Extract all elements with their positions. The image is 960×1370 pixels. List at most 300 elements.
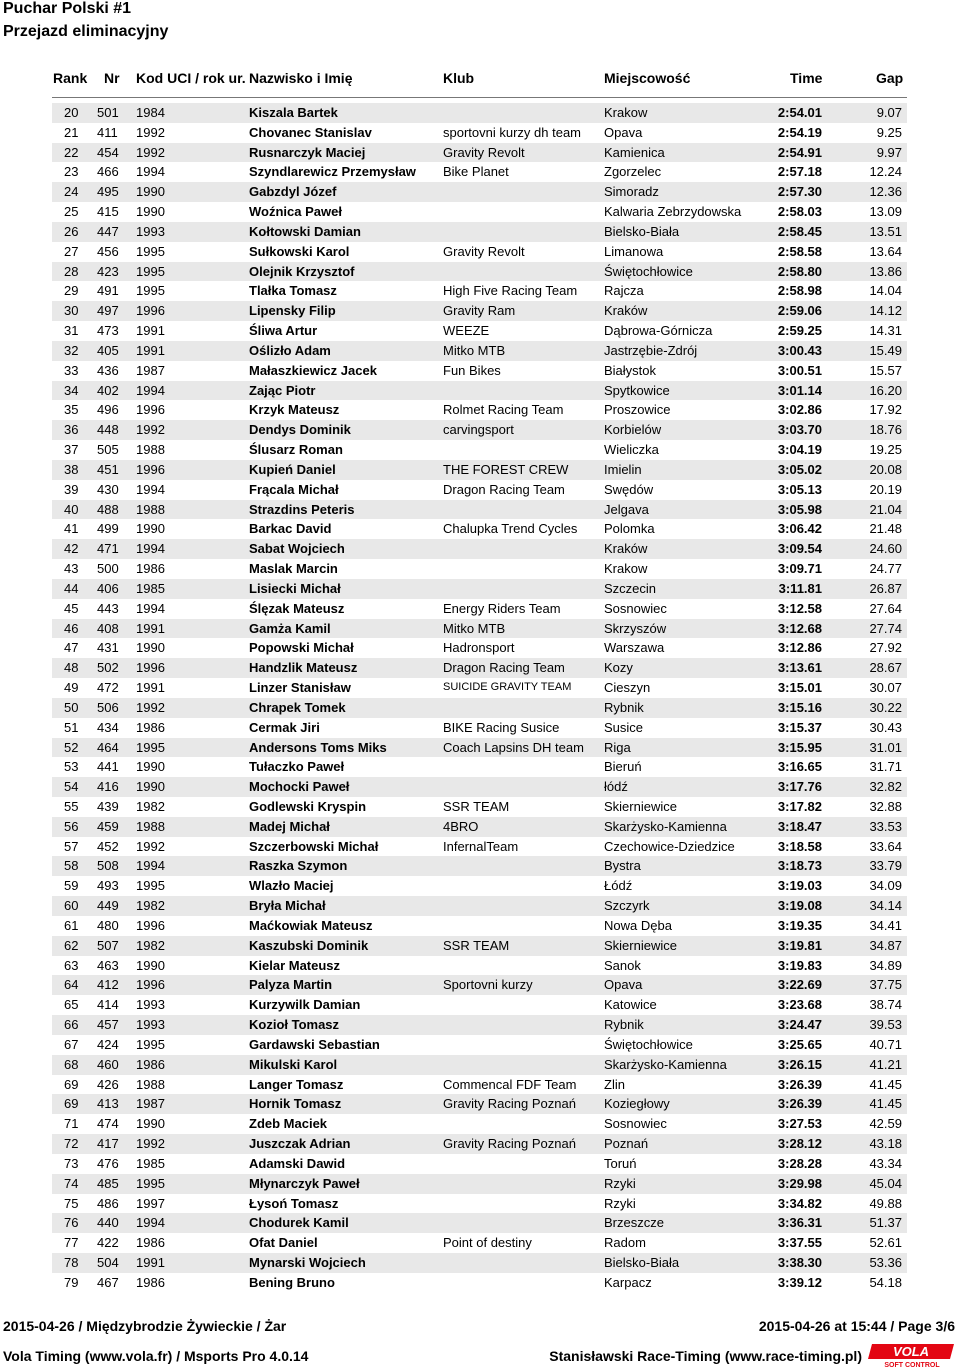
cell-year: 1997 (136, 1195, 165, 1211)
cell-gap: 17.92 (869, 402, 902, 418)
cell-name: Andersons Toms Miks (249, 739, 387, 755)
table-row (52, 301, 907, 321)
cell-club: Mitko MTB (443, 342, 506, 358)
table-row (52, 936, 907, 956)
cell-year: 1990 (136, 1116, 165, 1132)
cell-rank: 53 (64, 759, 79, 775)
cell-rank: 67 (64, 1036, 79, 1052)
cell-gap: 33.53 (869, 818, 902, 834)
cell-gap: 19.25 (869, 442, 902, 458)
cell-rank: 32 (64, 342, 79, 358)
table-row (52, 1154, 907, 1174)
table-row (52, 718, 907, 738)
cell-gap: 28.67 (869, 660, 902, 676)
cell-city: Skarżysko-Kamienna (604, 1056, 727, 1072)
cell-club: Gravity Revolt (443, 243, 525, 259)
cell-club: Gravity Revolt (443, 144, 525, 160)
cell-city: Bielsko-Biała (604, 1255, 680, 1271)
cell-gap: 30.43 (869, 719, 902, 735)
cell-time: 3:26.39 (777, 1076, 822, 1092)
cell-year: 1991 (136, 1255, 165, 1271)
cell-rank: 63 (64, 957, 79, 973)
cell-year: 1994 (136, 858, 165, 874)
cell-year: 1982 (136, 898, 165, 914)
cell-name: Zdeb Maciek (249, 1116, 328, 1132)
cell-club: sportovni kurzy dh team (443, 124, 582, 140)
cell-time: 3:00.51 (777, 362, 822, 378)
cell-city: Nowa Dęba (604, 917, 672, 933)
table-row (52, 619, 907, 639)
cell-city: Sosnowiec (604, 1116, 667, 1132)
cell-city: Szczecin (604, 580, 657, 596)
cell-club: Commencal FDF Team (443, 1076, 577, 1092)
cell-city: Kozy (604, 660, 633, 676)
cell-name: Młynarczyk Paweł (249, 1175, 360, 1191)
cell-city: Rzyki (604, 1195, 636, 1211)
cell-time: 3:25.65 (777, 1036, 822, 1052)
cell-city: Brzeszcze (604, 1215, 664, 1231)
cell-club: SUICIDE GRAVITY TEAM (443, 681, 572, 694)
cell-year: 1990 (136, 521, 165, 537)
cell-name: Olejnik Krzysztof (249, 263, 355, 279)
cell-name: Maćkowiak Mateusz (249, 917, 373, 933)
cell-city: Riga (604, 739, 631, 755)
table-row (52, 757, 907, 777)
cell-city: Opava (604, 124, 643, 140)
cell-gap: 54.18 (869, 1274, 902, 1290)
cell-year: 1996 (136, 917, 165, 933)
cell-club: Dragon Racing Team (443, 481, 565, 497)
cell-year: 1995 (136, 1036, 165, 1052)
cell-name: Popowski Michał (249, 640, 354, 656)
cell-city: Skierniewice (604, 937, 677, 953)
table-row (52, 817, 907, 837)
cell-nr: 426 (97, 1076, 119, 1092)
cell-gap: 34.09 (869, 878, 902, 894)
cell-nr: 440 (97, 1215, 119, 1231)
cell-name: Handzlik Mateusz (249, 660, 358, 676)
cell-nr: 431 (97, 640, 119, 656)
cell-gap: 31.01 (869, 739, 902, 755)
cell-rank: 77 (64, 1235, 79, 1251)
cell-time: 3:09.54 (777, 541, 822, 557)
table-row (52, 956, 907, 976)
cell-nr: 499 (97, 521, 119, 537)
cell-year: 1988 (136, 501, 165, 517)
cell-gap: 26.87 (869, 580, 902, 596)
cell-nr: 434 (97, 719, 119, 735)
cell-rank: 30 (64, 303, 79, 319)
cell-year: 1996 (136, 461, 165, 477)
cell-name: Chovanec Stanislav (249, 124, 372, 140)
cell-time: 3:18.47 (777, 818, 822, 834)
cell-rank: 79 (64, 1274, 79, 1290)
cell-year: 1984 (136, 105, 165, 120)
cell-rank: 51 (64, 719, 79, 735)
cell-rank: 58 (64, 858, 79, 874)
cell-time: 2:54.01 (777, 105, 822, 120)
cell-year: 1990 (136, 779, 165, 795)
cell-club: Bike Planet (443, 164, 509, 180)
cell-gap: 42.59 (869, 1116, 902, 1132)
cell-gap: 13.64 (869, 243, 902, 259)
cell-time: 3:15.16 (777, 699, 822, 715)
cell-rank: 40 (64, 501, 79, 517)
cell-time: 3:11.81 (778, 580, 822, 596)
cell-name: Małaszkiewicz Jacek (249, 362, 377, 378)
cell-city: Rzyki (604, 1175, 636, 1191)
cell-gap: 9.07 (876, 105, 902, 120)
cell-year: 1987 (136, 1096, 165, 1112)
cell-time: 3:19.03 (777, 878, 822, 894)
cell-time: 3:28.28 (777, 1155, 822, 1171)
cell-club: SSR TEAM (443, 937, 510, 953)
cell-gap: 31.71 (869, 759, 902, 775)
header-city: Miejscowość (604, 70, 691, 86)
cell-name: Sułkowski Karol (249, 243, 350, 259)
cell-rank: 37 (64, 442, 79, 458)
cell-rank: 68 (64, 1056, 79, 1072)
cell-rank: 69 (64, 1096, 79, 1112)
footer-page-info: 2015-04-26 at 15:44 / Page 3/6 (758, 1318, 955, 1334)
cell-gap: 34.41 (869, 917, 902, 933)
cell-city: Bieruń (604, 759, 642, 775)
cell-rank: 34 (64, 382, 79, 398)
cell-club: High Five Racing Team (443, 283, 578, 299)
cell-year: 1991 (136, 680, 165, 696)
cell-nr: 449 (97, 898, 119, 914)
cell-rank: 39 (64, 481, 79, 497)
cell-club: Coach Lapsins DH team (443, 739, 584, 755)
cell-city: Krakow (604, 561, 648, 577)
cell-nr: 452 (97, 838, 119, 854)
table-row (52, 1015, 907, 1035)
table-header (0, 70, 960, 88)
cell-name: Kiszala Bartek (249, 105, 338, 120)
table-row (52, 1094, 907, 1114)
cell-year: 1988 (136, 1076, 165, 1092)
cell-time: 3:04.19 (777, 442, 822, 458)
cell-club: carvingsport (443, 422, 514, 438)
cell-city: Kamienica (604, 144, 665, 160)
cell-city: Zgorzelec (604, 164, 662, 180)
cell-name: Kaszubski Dominik (249, 937, 369, 953)
cell-year: 1995 (136, 283, 165, 299)
cell-nr: 497 (97, 303, 119, 319)
cell-year: 1988 (136, 442, 165, 458)
cell-gap: 27.74 (869, 620, 902, 636)
cell-time: 2:54.91 (777, 144, 822, 160)
cell-city: Łódź (604, 878, 633, 894)
cell-gap: 13.51 (869, 223, 902, 239)
cell-gap: 33.79 (869, 858, 902, 874)
table-row (52, 420, 907, 440)
header-separator (52, 97, 907, 98)
cell-year: 1996 (136, 977, 165, 993)
cell-club: THE FOREST CREW (443, 461, 569, 477)
cell-city: Radom (604, 1235, 646, 1251)
cell-gap: 27.64 (869, 600, 902, 616)
cell-gap: 51.37 (869, 1215, 902, 1231)
cell-time: 3:06.42 (777, 521, 822, 537)
cell-nr: 441 (97, 759, 119, 775)
cell-year: 1995 (136, 263, 165, 279)
cell-name: Palyza Martin (249, 977, 333, 993)
cell-nr: 436 (97, 362, 119, 378)
cell-gap: 34.89 (869, 957, 902, 973)
cell-year: 1991 (136, 620, 165, 636)
cell-nr: 507 (97, 937, 119, 953)
cell-rank: 54 (64, 779, 79, 795)
cell-nr: 423 (97, 263, 119, 279)
cell-name: Kurzywilk Damian (249, 997, 361, 1013)
cell-rank: 21 (64, 124, 79, 140)
cell-gap: 52.61 (869, 1235, 902, 1251)
cell-year: 1990 (136, 759, 165, 775)
cell-gap: 30.22 (869, 699, 902, 715)
cell-club: 4BRO (443, 818, 479, 834)
cell-rank: 24 (64, 184, 79, 200)
cell-name: Mynarski Wojciech (249, 1255, 366, 1271)
cell-time: 3:34.82 (777, 1195, 822, 1211)
footer-software: Vola Timing (www.vola.fr) / Msports Pro 4.0.14 (3, 1348, 309, 1364)
cell-year: 1991 (136, 323, 165, 339)
cell-time: 3:15.37 (777, 719, 822, 735)
cell-time: 3:39.12 (777, 1274, 822, 1290)
cell-nr: 504 (97, 1255, 119, 1271)
cell-city: Krakow (604, 105, 648, 120)
cell-city: Kalwaria Zebrzydowska (604, 204, 742, 220)
cell-club: Point of destiny (443, 1235, 532, 1251)
cell-gap: 14.31 (869, 323, 902, 339)
cell-year: 1986 (136, 561, 165, 577)
cell-name: Barkac David (249, 521, 332, 537)
cell-name: Kołtowski Damian (249, 223, 361, 239)
cell-time: 3:22.69 (777, 977, 822, 993)
cell-time: 3:12.68 (777, 620, 822, 636)
cell-gap: 45.04 (869, 1175, 902, 1191)
cell-club: Gravity Racing Poznań (443, 1136, 576, 1152)
cell-gap: 14.12 (869, 303, 902, 319)
cell-nr: 501 (97, 105, 119, 120)
cell-rank: 47 (64, 640, 79, 656)
cell-year: 1990 (136, 204, 165, 220)
cell-time: 3:09.71 (777, 561, 822, 577)
header-nr: Nr (104, 70, 120, 86)
cell-gap: 14.04 (869, 283, 902, 299)
cell-gap: 41.45 (869, 1096, 902, 1112)
cell-year: 1993 (136, 223, 165, 239)
cell-club: Rolmet Racing Team (443, 402, 564, 418)
cell-city: Skrzyszów (604, 620, 667, 636)
vola-logo-subtext: SOFT CONTROL (884, 1362, 940, 1368)
table-row (52, 658, 907, 678)
cell-nr: 488 (97, 501, 119, 517)
cell-nr: 495 (97, 184, 119, 200)
cell-rank: 33 (64, 362, 79, 378)
cell-name: Cermak Jiri (249, 719, 320, 735)
cell-time: 3:37.55 (777, 1235, 822, 1251)
cell-rank: 27 (64, 243, 79, 259)
table-row (52, 896, 907, 916)
table-row (52, 1253, 907, 1273)
cell-gap: 9.97 (876, 144, 902, 160)
cell-name: Łysoń Tomasz (249, 1195, 339, 1211)
cell-club: WEEZE (443, 323, 490, 339)
cell-city: Jastrzębie-Zdrój (604, 342, 698, 358)
cell-rank: 48 (64, 660, 79, 676)
cell-gap: 40.71 (869, 1036, 902, 1052)
cell-name: Lipensky Filip (249, 303, 336, 319)
cell-nr: 500 (97, 561, 119, 577)
cell-city: Toruń (604, 1155, 637, 1171)
cell-nr: 408 (97, 620, 119, 636)
cell-nr: 467 (97, 1274, 119, 1290)
cell-year: 1990 (136, 184, 165, 200)
cell-rank: 28 (64, 263, 79, 279)
cell-time: 3:19.08 (777, 898, 822, 914)
table-row (52, 281, 907, 301)
cell-city: Poznań (604, 1136, 649, 1152)
table-row (52, 1213, 907, 1233)
cell-gap: 27.92 (869, 640, 902, 656)
cell-time: 3:15.95 (777, 739, 822, 755)
cell-club: Fun Bikes (443, 362, 501, 378)
table-row (52, 123, 907, 143)
cell-name: Śliwa Artur (249, 323, 318, 339)
cell-city: Jelgava (604, 501, 649, 517)
cell-year: 1985 (136, 1155, 165, 1171)
cell-name: Raszka Szymon (249, 858, 348, 874)
cell-club: BIKE Racing Susice (443, 719, 560, 735)
cell-city: Karpacz (604, 1274, 652, 1290)
table-row (52, 519, 907, 539)
cell-nr: 459 (97, 818, 119, 834)
cell-time: 3:18.73 (777, 858, 822, 874)
table-row (52, 539, 907, 559)
cell-time: 3:26.39 (777, 1096, 822, 1112)
cell-year: 1994 (136, 382, 165, 398)
cell-gap: 15.57 (869, 362, 902, 378)
cell-rank: 55 (64, 798, 79, 814)
cell-rank: 26 (64, 223, 79, 239)
cell-name: Kupień Daniel (249, 461, 336, 477)
table-row (52, 1233, 907, 1253)
table-row (52, 1194, 907, 1214)
cell-year: 1994 (136, 1215, 165, 1231)
cell-time: 3:05.02 (777, 461, 822, 477)
cell-year: 1982 (136, 937, 165, 953)
page-subtitle: Przejazd eliminacyjny (3, 23, 169, 40)
cell-time: 3:12.58 (777, 600, 822, 616)
cell-rank: 66 (64, 1017, 79, 1033)
cell-city: Białystok (604, 362, 657, 378)
cell-time: 3:19.83 (777, 957, 822, 973)
cell-time: 3:29.98 (777, 1175, 822, 1191)
footer-timing-company: Stanisławski Race-Timing (www.race-timing.pl) (549, 1348, 862, 1364)
cell-year: 1994 (136, 600, 165, 616)
table-row (52, 162, 907, 182)
cell-club: Sportovni kurzy (443, 977, 533, 993)
cell-rank: 38 (64, 461, 79, 477)
cell-nr: 480 (97, 917, 119, 933)
cell-time: 3:17.76 (777, 779, 822, 795)
cell-name: Maslak Marcin (249, 561, 338, 577)
cell-name: Tułaczko Paweł (249, 759, 345, 775)
table-row (52, 143, 907, 163)
cell-year: 1992 (136, 144, 165, 160)
cell-city: Skierniewice (604, 798, 677, 814)
cell-gap: 34.14 (869, 898, 902, 914)
cell-rank: 45 (64, 600, 79, 616)
vola-logo-text: VOLA (892, 1344, 930, 1359)
cell-time: 3:38.30 (777, 1255, 822, 1271)
cell-nr: 439 (97, 798, 119, 814)
table-row (52, 262, 907, 282)
cell-nr: 414 (97, 997, 119, 1013)
cell-gap: 20.08 (869, 461, 902, 477)
cell-city: Spytkowice (604, 382, 670, 398)
cell-gap: 38.74 (869, 997, 902, 1013)
cell-city: Rajcza (604, 283, 644, 299)
table-row (52, 361, 907, 381)
cell-name: Adamski Dawid (249, 1155, 346, 1171)
cell-nr: 486 (97, 1195, 119, 1211)
header-name: Nazwisko i Imię (249, 70, 353, 86)
cell-nr: 413 (97, 1096, 119, 1112)
cell-gap: 16.20 (869, 382, 902, 398)
cell-rank: 73 (64, 1155, 79, 1171)
cell-time: 2:57.30 (777, 184, 822, 200)
cell-gap: 49.88 (869, 1195, 902, 1211)
cell-rank: 64 (64, 977, 79, 993)
cell-rank: 25 (64, 204, 79, 220)
cell-gap: 32.82 (869, 779, 902, 795)
cell-gap: 15.49 (869, 342, 902, 358)
cell-nr: 412 (97, 977, 119, 993)
cell-name: Mikulski Karol (249, 1056, 338, 1072)
cell-name: Linzer Stanisław (249, 680, 351, 696)
cell-city: Sanok (604, 957, 641, 973)
cell-rank: 50 (64, 699, 79, 715)
table-row (52, 856, 907, 876)
cell-city: Cieszyn (604, 680, 651, 696)
cell-city: Opava (604, 977, 643, 993)
cell-rank: 52 (64, 739, 79, 755)
cell-year: 1995 (136, 739, 165, 755)
cell-club: Dragon Racing Team (443, 660, 565, 676)
cell-gap: 43.18 (869, 1136, 902, 1152)
header-code: Kod UCI / rok ur. (136, 70, 246, 86)
cell-nr: 415 (97, 204, 119, 220)
cell-year: 1986 (136, 1056, 165, 1072)
cell-city: Sosnowiec (604, 600, 667, 616)
cell-club: Gravity Ram (443, 303, 516, 319)
cell-rank: 74 (64, 1175, 79, 1191)
cell-city: Kraków (604, 303, 648, 319)
cell-city: Bystra (604, 858, 641, 874)
cell-rank: 57 (64, 838, 79, 854)
cell-rank: 23 (64, 164, 79, 180)
cell-nr: 491 (97, 283, 119, 299)
cell-time: 3:27.53 (777, 1116, 822, 1132)
cell-time: 2:59.25 (777, 323, 822, 339)
cell-name: Oślizło Adam (249, 342, 331, 358)
cell-nr: 405 (97, 342, 119, 358)
cell-rank: 41 (64, 521, 79, 537)
cell-year: 1992 (136, 699, 165, 715)
cell-nr: 464 (97, 739, 119, 755)
